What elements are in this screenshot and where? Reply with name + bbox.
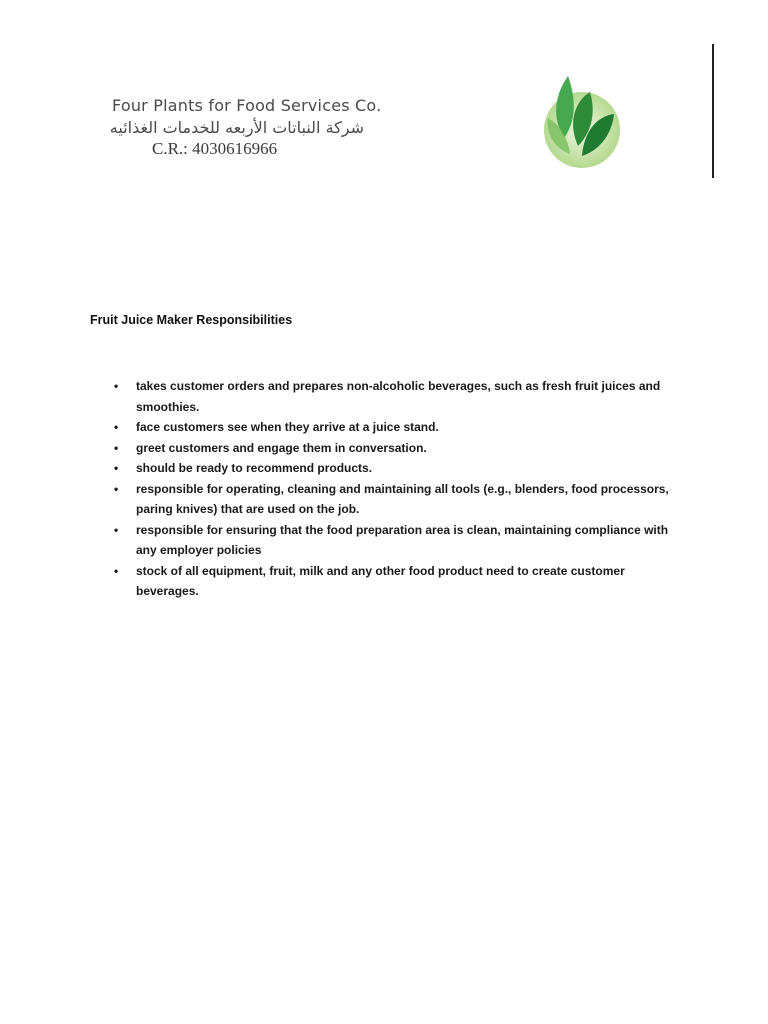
list-item bbox=[112, 479, 672, 520]
page-edge-line bbox=[712, 44, 714, 178]
commercial-registration-number: C.R.: 4030616966 bbox=[152, 139, 278, 158]
list-item-text: takes customer orders and prepares non-alcoholic beverages, such as fresh fruit juices and smoothies. bbox=[136, 379, 661, 414]
bullet-icon: • bbox=[114, 420, 119, 434]
bullet-icon: • bbox=[114, 440, 119, 455]
company-info bbox=[109, 96, 382, 159]
list-item-text: greet customers and engage them in conversation. bbox=[136, 440, 427, 455]
list-item-text: stock of all equipment, fruit, milk and any other food product need to create customer beverages. bbox=[136, 563, 625, 598]
letterhead bbox=[0, 0, 768, 200]
bullet-icon: • bbox=[114, 379, 119, 393]
bullet-icon: • bbox=[114, 522, 119, 537]
leaf-logo-icon bbox=[538, 72, 626, 172]
list-item bbox=[112, 520, 672, 561]
document-title: Fruit Juice Maker Responsibilities bbox=[90, 313, 293, 327]
list-item bbox=[112, 376, 672, 417]
list-item bbox=[112, 561, 672, 602]
bullet-icon: • bbox=[114, 481, 119, 496]
responsibilities-list bbox=[112, 376, 672, 602]
list-item-text: should be ready to recommend products. bbox=[136, 461, 373, 475]
bullet-icon: • bbox=[114, 563, 119, 578]
company-name-arabic: شركة النباتات الأربعه للخدمات الغذائيه bbox=[109, 118, 364, 137]
list-item bbox=[112, 458, 672, 479]
list-item-text: responsible for operating, cleaning and maintaining all tools (e.g., blenders, food processors, paring knives) that are used on the job. bbox=[136, 481, 669, 516]
list-item bbox=[112, 417, 672, 438]
list-item-text: face customers see when they arrive at a juice stand. bbox=[136, 420, 439, 434]
company-name-english: Four Plants for Food Services Co. bbox=[112, 96, 382, 115]
list-item bbox=[112, 438, 672, 459]
bullet-icon: • bbox=[114, 461, 119, 475]
list-item-text: responsible for ensuring that the food preparation area is clean, maintaining compliance with any employer policies bbox=[136, 522, 669, 557]
